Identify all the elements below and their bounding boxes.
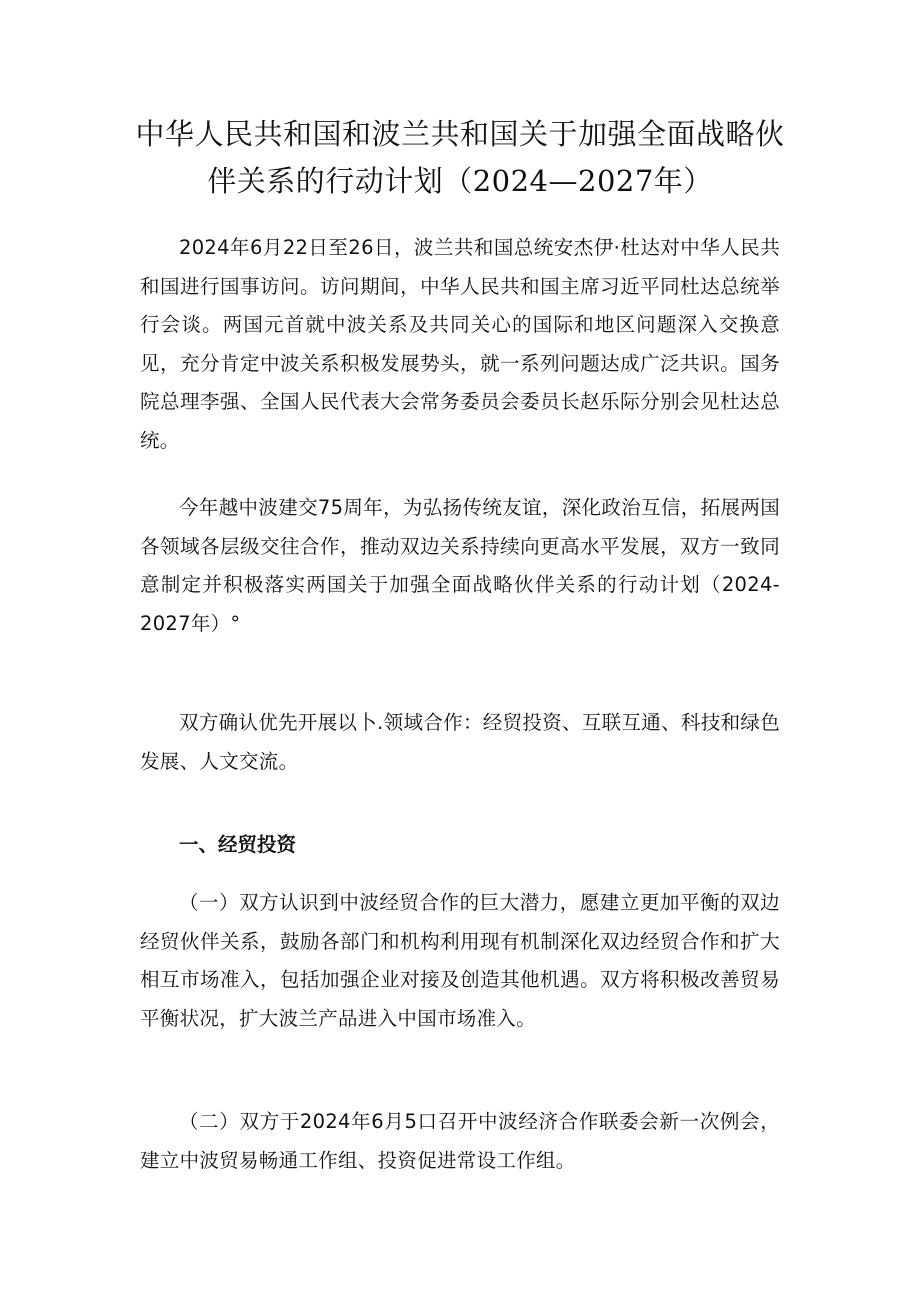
intro-paragraph-priorities: 双方确认优先开展以卜.领域合作：经贸投资、互联互通、科技和绿色发展、人文交流。 bbox=[140, 711, 780, 773]
section-heading-trade-investment: 一、经贸投资 bbox=[179, 833, 297, 856]
section-paragraph-2: （二）双方于2024年6月5口召开中波经济合作联委会新一次例会，建立中波贸易畅通工作组、投资促进常设工作组。 bbox=[140, 1110, 780, 1172]
section-paragraph-1: （一）双方认识到中波经贸合作的巨大潜力，愿建立更加平衡的双边经贸伙伴关系，鼓励各部门和机构利用现有机制深化双边经贸合作和扩大相互市场准入，包括加强企业对接及创造其他机遇。双方将积极改善贸易平衡状况，扩大波兰产品进入中国市场准入。 bbox=[140, 891, 780, 1030]
document-title-line-1: 中华人民共和国和波兰共和国关于加强全面战略伙 bbox=[135, 117, 785, 151]
intro-paragraph-visit: 2024年6月22日至26日，波兰共和国总统安杰伊·杜达对中华人民共和国进行国事访问。访问期间，中华人民共和国主席习近平同杜达总统举行会谈。两国元首就中波关系及共同关心的国际和地区问题深入交换意见，充分肯定中波关系积极发展势头，就一系列问题达成广泛共识。国务院总理李强、全国人民代表大会常务委员会委员长赵乐际分别会见杜达总统。 bbox=[140, 236, 780, 452]
document-title-line-2: 伴关系的行动计划（2024—2027年） bbox=[207, 164, 713, 198]
intro-paragraph-anniversary: 今年越中波建交75周年，为弘扬传统友谊，深化政治互信，拓展两国各领域各层级交往合作，推动双边关系持续向更高水平发展，双方一致同意制定并积极落实两国关于加强全面战略伙伴关系的行动计划（2024-2027年）° bbox=[140, 496, 780, 635]
